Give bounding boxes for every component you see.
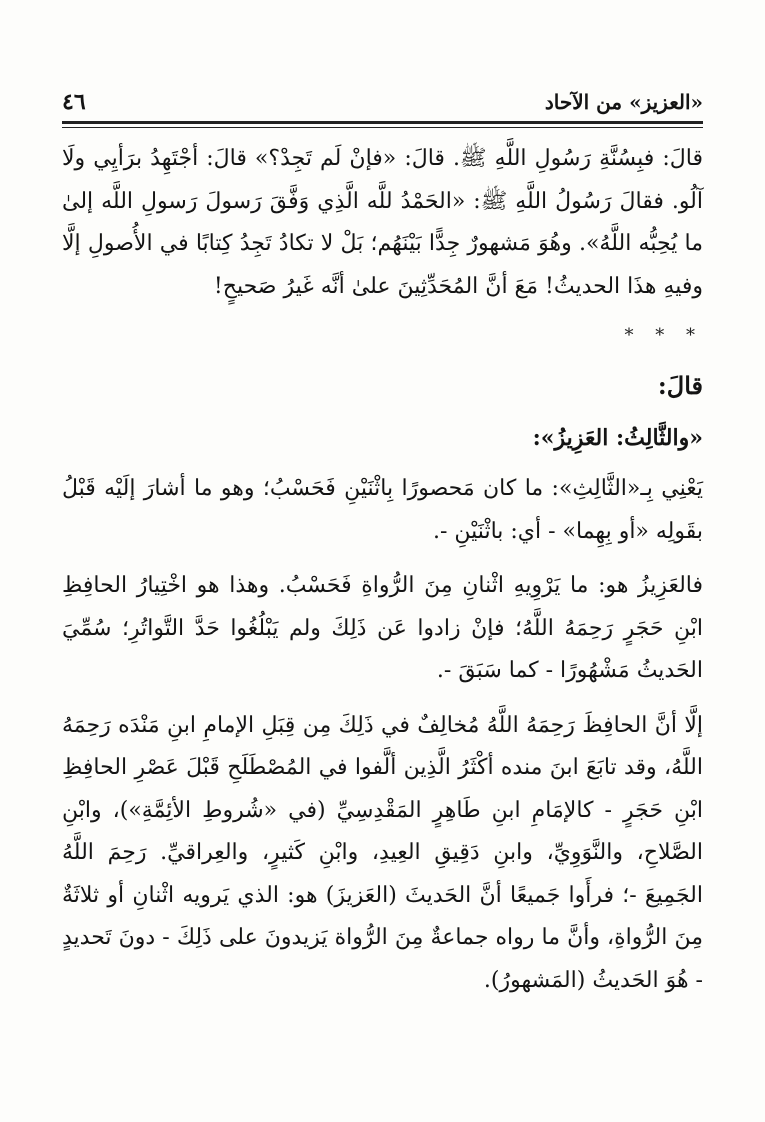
- matn-quote: «والثَّالِثُ: العَزِيزُ»:: [532, 425, 703, 451]
- paragraph-scholars-view: إلَّا أنَّ الحافِظَ رَحِمَهُ اللَّهُ مُخالِفٌ في ذَلِكَ مِن قِبَلِ الإمامِ ابنِ مَنْدَه رَحِمَهُ اللَّهُ، وقد تابَعَ ابنَ منده أكْثَرُ الَّذِين ألَّفوا في المُصْطَلَحِ قَبْلَ عَصْرِ الحافِظِ ابْنِ حَجَرٍ - كالإمَامِ ابنِ طَاهِرٍ المَقْدِسِيِّ (في «شُروطِ الأئِمَّةِ»)، وابْنِ الصَّلاحِ، والنَّوَوِيِّ، وابنِ دَقِيقِ العِيدِ، وابْنِ كَثيرٍ، والعِراقيِّ. رَحِمَ اللَّهُ الجَمِيعَ -؛ فرأَوا جَميعًا أنَّ الحَديثَ (العَزيزَ) هو: الذي يَرويه اثْنانِ أو ثلاثَةٌ مِنَ الرُّواةِ، وأنَّ ما رواه جماعةٌ مِنَ الرُّواة يَزيدونَ على ذَلِكَ - دونَ تَحديدٍ - هُوَ الحَديثُ (المَشهورُ).: [62, 712, 703, 993]
- paragraph-third-meaning: يَعْنِي بِـ«الثَّالِثِ»: ما كان مَحصورًا بِاثْنَيْنِ فَحَسْبُ؛ وهو ما أشارَ إلَيْه قَبْلُ بقَولِه «أو بِهِما» - أي: باثْنَيْنِ -.: [62, 476, 703, 544]
- section-heading: قالَ:: [657, 371, 703, 400]
- page-body: [62, 138, 703, 1002]
- page-header: [62, 88, 703, 118]
- paragraph-aziz-definition: فالعَزِيزُ هو: ما يَرْوِيهِ اثْنانِ مِنَ الرُّواةِ فَحَسْبُ. وهذا هو اخْتِيارُ الحافِظِ ابْنِ حَجَرٍ رَحِمَهُ اللَّهُ؛ فإنْ زادوا عَن ذَلِكَ ولم يَبْلُغُوا حَدَّ التَّواتُرِ؛ سُمِّيَ الحَديثُ مَشْهُورًا - كما سَبَقَ -.: [62, 573, 703, 683]
- section-break: * * *: [624, 325, 703, 346]
- page-number: ٤٦: [62, 89, 86, 115]
- running-title: «العزيز» من الآحاد: [544, 90, 703, 114]
- paragraph-hadith-muadh: قالَ: فبِسُنَّةِ رَسُولِ اللَّهِ ﷺ. قالَ: «فإنْ لَم تَجِدْ؟» قالَ: أجْتَهِدُ برَأيِي ولَا آلُو. فقالَ رَسُولُ اللَّهِ ﷺ: «الحَمْدُ للَّه الَّذِي وَفَّقَ رَسولَ رَسولِ اللَّه إلىٰ ما يُحِبُّه اللَّهُ». وهُوَ مَشهورٌ جِدًّا بَيْنَهُم؛ بَلْ لا تكادُ تَجِدُ كِتابًا في الأُصولِ إلَّا وفيهِ هذَا الحديثُ! مَعَ أنَّ المُحَدِّثِينَ علىٰ أنَّه غَيرُ صَحيحٍ!: [62, 146, 703, 299]
- header-rule-thick: [62, 121, 703, 124]
- header-rule-thin: [62, 127, 703, 128]
